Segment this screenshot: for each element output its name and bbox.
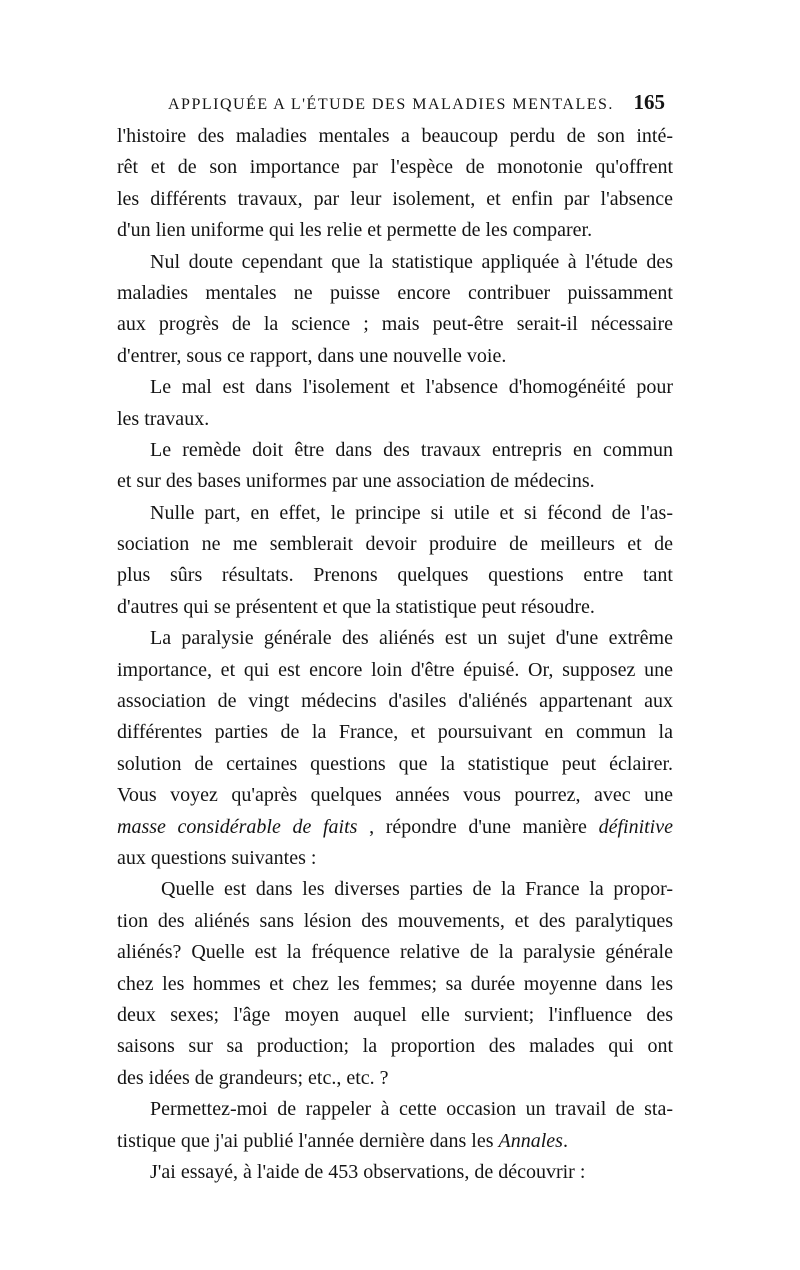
- text-line: deux sexes; l'âge moyen auquel elle survient; l'influence des: [117, 1003, 673, 1026]
- italic-word: définitive: [598, 815, 673, 838]
- text-line: Vous voyez qu'après quelques années vous pourrez, avec une: [117, 784, 673, 807]
- text-line-annales: [117, 1126, 673, 1157]
- text-line: chez les hommes et chez les femmes; sa durée moyenne dans les: [117, 972, 673, 995]
- body-text: [117, 121, 673, 1188]
- running-title: APPLIQUÉE A L'ÉTUDE DES MALADIES MENTALES.: [168, 96, 614, 113]
- text-line-last: J'ai essayé, à l'aide de 453 observations, de découvrir :: [150, 1160, 586, 1183]
- text-line: des idées de grandeurs; etc., etc. ?: [117, 1066, 389, 1089]
- italic-phrase: masse considérable de faits: [117, 815, 358, 838]
- text-line: d'un lien uniforme qui les relie et permette de les comparer.: [117, 219, 593, 242]
- text-line: tion des aliénés sans lésion des mouvements, et des paralytiques: [117, 909, 673, 932]
- text-line: saisons sur sa production; la proportion des malades qui ont: [117, 1035, 673, 1058]
- text-line: maladies mentales ne puisse encore contribuer puissamment: [117, 281, 673, 304]
- text-line: Le mal est dans l'isolement et l'absence d'homogénéité pour: [150, 376, 673, 399]
- text-line: aux progrès de la science ; mais peut-être serait-il nécessaire: [117, 313, 673, 336]
- text-line: Nulle part, en effet, le principe si utile et si fécond de l'as-: [150, 501, 673, 524]
- text-line: solution de certaines questions que la statistique peut éclairer.: [117, 752, 673, 775]
- italic-title-annales: Annales: [498, 1129, 563, 1152]
- text-line: aliénés? Quelle est la fréquence relative de la paralysie générale: [117, 941, 673, 964]
- text-line: importance, et qui est encore loin d'être épuisé. Or, supposez une: [117, 658, 673, 681]
- text-line: Nul doute cependant que la statistique appliquée à l'étude des: [150, 250, 673, 273]
- text-line: sociation ne me semblerait devoir produire de meilleurs et de: [117, 533, 673, 556]
- text-line: aux questions suivantes :: [117, 846, 317, 869]
- text-line: les différents travaux, par leur isolement, et enfin par l'absence: [117, 187, 673, 210]
- page-header: [168, 90, 665, 116]
- text-segment: , répondre d'une manière: [357, 815, 599, 838]
- text-segment: tistique que j'ai publié l'année dernière dans les: [117, 1129, 499, 1152]
- text-line: Permettez-moi de rappeler à cette occasion un travail de sta-: [150, 1098, 673, 1121]
- text-line: les travaux.: [117, 407, 210, 430]
- page-number: 165: [633, 90, 665, 114]
- text-line: et sur des bases uniformes par une association de médecins.: [117, 470, 595, 493]
- text-line: rêt et de son importance par l'espèce de monotonie qu'offrent: [117, 156, 673, 179]
- text-line: différentes parties de la France, et poursuivant en commun la: [117, 721, 673, 744]
- text-line: Le remède doit être dans des travaux entrepris en commun: [150, 438, 673, 461]
- text-line-italic-phrase: [117, 812, 673, 843]
- text-segment: .: [562, 1129, 568, 1152]
- text-line: l'histoire des maladies mentales a beaucoup perdu de son inté-: [117, 125, 673, 147]
- text-line: d'autres qui se présentent et que la statistique peut résoudre.: [117, 595, 595, 618]
- text-line: d'entrer, sous ce rapport, dans une nouvelle voie.: [117, 344, 507, 367]
- text-line: La paralysie générale des aliénés est un sujet d'une extrême: [150, 627, 673, 650]
- text-line: plus sûrs résultats. Prenons quelques questions entre tant: [117, 564, 673, 587]
- text-line: Quelle est dans les diverses parties de la France la propor-: [161, 878, 673, 901]
- text-line: association de vingt médecins d'asiles d'aliénés appartenant aux: [117, 690, 673, 713]
